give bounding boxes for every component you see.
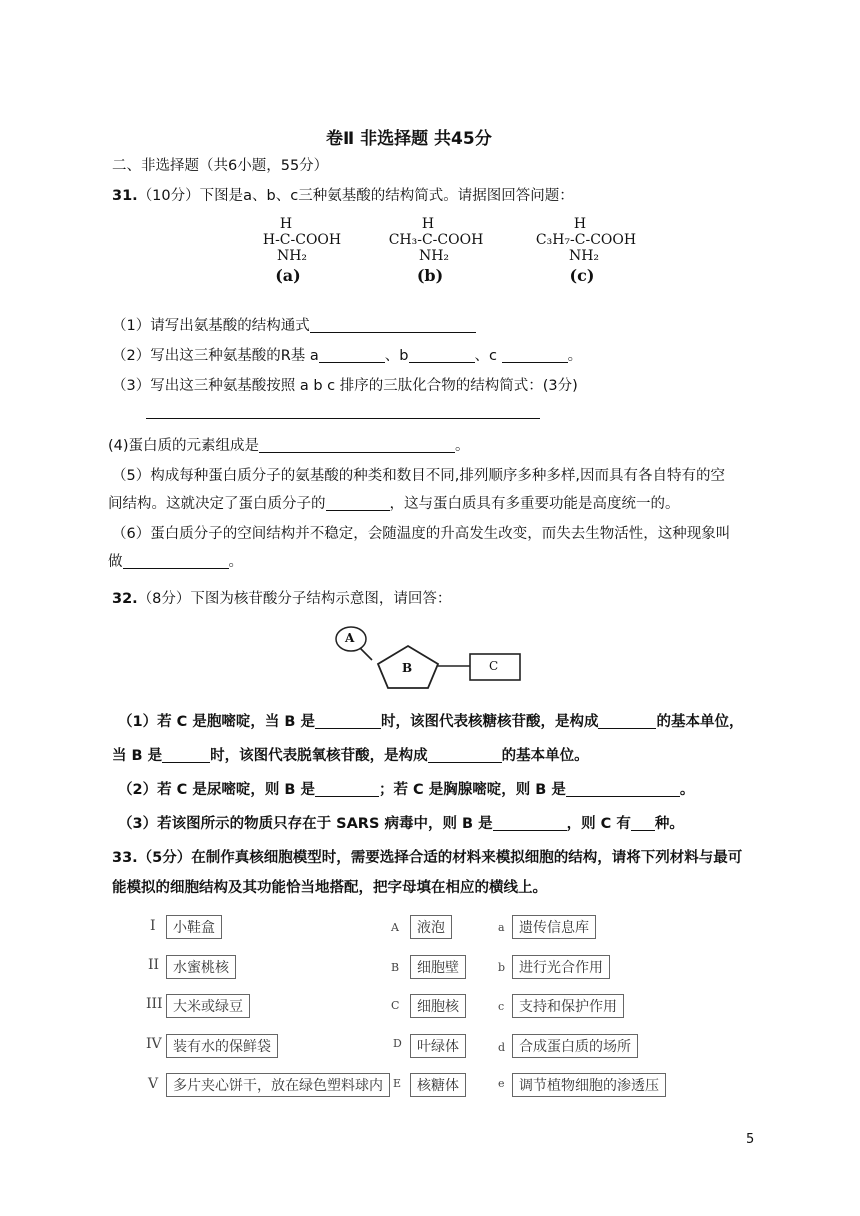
q31-part6-text-b: 。 bbox=[228, 554, 243, 570]
q31-part4-blank[interactable] bbox=[259, 438, 455, 453]
structure-b-main: CH₃-C-COOH bbox=[388, 232, 484, 248]
material-box-5: 多片夹心饼干，放在绿色塑料球内 bbox=[166, 1073, 390, 1097]
q31-part2 bbox=[112, 346, 582, 366]
structure-b-bottom: NH₂ bbox=[418, 248, 450, 264]
structure-letter-c: C bbox=[391, 999, 400, 1012]
material-num-3: III bbox=[146, 996, 163, 1012]
q31-part5-text-a: 间结构。这就决定了蛋白质分子的 bbox=[108, 496, 326, 512]
structure-c-bottom: NH₂ bbox=[568, 248, 600, 264]
q31-title-text: （10分）下图是a、b、c三种氨基酸的结构简式。请据图回答问题： bbox=[137, 188, 574, 204]
structure-letter-b: B bbox=[391, 961, 400, 974]
page-number: 5 bbox=[746, 1132, 755, 1147]
q31-number: 31. bbox=[112, 188, 138, 204]
function-letter-e: e bbox=[498, 1077, 505, 1090]
q31-part2-blank-a[interactable] bbox=[319, 348, 385, 363]
q31-part2-end: 。 bbox=[567, 348, 583, 364]
q32-part3-text-c: 种。 bbox=[654, 816, 684, 832]
q32-part1-text-c: 的基本单位， bbox=[656, 714, 744, 730]
q32-part1-blank-b[interactable] bbox=[598, 714, 656, 729]
structure-box-4: 叶绿体 bbox=[410, 1034, 466, 1058]
q31-part6-blank[interactable] bbox=[123, 554, 229, 569]
function-letter-b: b bbox=[498, 961, 506, 974]
structure-box-3: 细胞核 bbox=[410, 994, 466, 1018]
q32-part1-text-e: 时，该图代表脱氧核苷酸，是构成 bbox=[210, 748, 428, 764]
q31-part2-blank-b[interactable] bbox=[409, 348, 475, 363]
q32-part3-text-b: ，则 C 有 bbox=[566, 816, 631, 832]
q32-part1-line2 bbox=[112, 746, 589, 766]
material-box-1: 小鞋盒 bbox=[166, 915, 222, 939]
q32-part1-text-f: 的基本单位。 bbox=[501, 748, 589, 764]
q31-part6-text-a: 做 bbox=[108, 554, 123, 570]
structure-letter-a: A bbox=[391, 921, 399, 934]
q31-part5-line1: （5）构成每种蛋白质分子的氨基酸的种类和数目不同,排列顺序多种多样,因而具有各自特有的空 bbox=[112, 468, 725, 484]
q33-title-line1: 33.（5分）在制作真核细胞模型时，需要选择合适的材料来模拟细胞的结构，请将下列材料与最可 bbox=[112, 850, 743, 866]
q31-part1 bbox=[112, 316, 476, 336]
q31-part1-text: （1）请写出氨基酸的结构通式 bbox=[112, 318, 310, 334]
paper-title: 卷Ⅱ 非选择题 共45分 bbox=[326, 129, 492, 149]
structure-letter-d: D bbox=[393, 1037, 402, 1050]
q31-part3: （3）写出这三种氨基酸按照 a b c 排序的三肽化合物的结构简式：(3分) bbox=[112, 378, 578, 394]
q31-part2-text-a: （2）写出这三种氨基酸的R基 a bbox=[112, 348, 319, 364]
material-num-1: I bbox=[150, 918, 156, 934]
q32-part2-blank-a[interactable] bbox=[315, 782, 379, 797]
q31-part3-blank[interactable] bbox=[146, 418, 540, 419]
diagram-label-a: A bbox=[345, 631, 355, 645]
q32-number: 32. bbox=[112, 591, 138, 607]
material-box-2: 水蜜桃核 bbox=[166, 955, 236, 979]
q32-part1-blank-c[interactable] bbox=[162, 748, 210, 763]
section-heading: 二、非选择题（共6小题，55分） bbox=[112, 158, 329, 174]
q32-part3-blank-a[interactable] bbox=[493, 816, 567, 831]
structure-c bbox=[534, 216, 638, 285]
q32-part3-text-a: （3）若该图所示的物质只存在于 SARS 病毒中，则 B 是 bbox=[118, 816, 493, 832]
function-box-5: 调节植物细胞的渗透压 bbox=[512, 1073, 666, 1097]
material-num-4: IV bbox=[146, 1036, 162, 1052]
structure-a bbox=[262, 216, 342, 285]
q31-part4-text: (4)蛋白质的元素组成是 bbox=[108, 438, 260, 454]
structure-b-label: (b) bbox=[416, 266, 444, 285]
phosphate-bond bbox=[360, 648, 372, 660]
material-num-2: II bbox=[148, 957, 160, 973]
q32-part2-text-a: （2）若 C 是尿嘧啶，则 B 是 bbox=[118, 782, 315, 798]
structure-box-2: 细胞壁 bbox=[410, 955, 466, 979]
q31-part5-text-b: ，这与蛋白质具有多重要功能是高度统一的。 bbox=[389, 496, 680, 512]
structure-b-top: H bbox=[421, 216, 435, 232]
q32-part2-text-c: 。 bbox=[679, 782, 695, 798]
q31-part5-blank[interactable] bbox=[326, 496, 390, 511]
q31-part2-blank-c[interactable] bbox=[502, 348, 568, 363]
q31-part1-blank[interactable] bbox=[310, 318, 476, 333]
q32-part3-blank-b[interactable] bbox=[631, 816, 655, 831]
q32-part2-blank-b[interactable] bbox=[566, 782, 680, 797]
q32-part1-text-a: （1）若 C 是胞嘧啶，当 B 是 bbox=[118, 714, 315, 730]
structure-box-1: 液泡 bbox=[410, 915, 452, 939]
q31-part4 bbox=[108, 436, 470, 456]
function-letter-a: a bbox=[498, 921, 505, 934]
function-box-2: 进行光合作用 bbox=[512, 955, 610, 979]
material-box-4: 装有水的保鲜袋 bbox=[166, 1034, 278, 1058]
q32-part2 bbox=[118, 780, 694, 800]
structure-box-5: 核糖体 bbox=[410, 1073, 466, 1097]
structure-b bbox=[386, 216, 486, 285]
structure-c-main: C₃H₇-C-COOH bbox=[535, 232, 637, 248]
function-box-1: 遗传信息库 bbox=[512, 915, 596, 939]
material-box-3: 大米或绿豆 bbox=[166, 994, 250, 1018]
q32-part3 bbox=[118, 814, 684, 834]
material-num-5: V bbox=[148, 1076, 159, 1092]
structure-a-top: H bbox=[279, 216, 293, 232]
q31-part6-line1: （6）蛋白质分子的空间结构并不稳定，会随温度的升高发生改变，而失去生物活性，这种现象叫 bbox=[112, 526, 731, 542]
structure-c-label: (c) bbox=[569, 266, 595, 285]
q32-part1-text-b: 时，该图代表核糖核苷酸，是构成 bbox=[380, 714, 599, 730]
q32-part1-blank-a[interactable] bbox=[315, 714, 381, 729]
q32-part2-text-b: ；若 C 是胸腺嘧啶，则 B 是 bbox=[378, 782, 566, 798]
structure-a-main: H-C-COOH bbox=[262, 232, 342, 248]
structure-a-bottom: NH₂ bbox=[276, 248, 308, 264]
q31-part2-text-b: 、b bbox=[384, 348, 409, 364]
q32-title-text: （8分）下图为核苷酸分子结构示意图，请回答： bbox=[137, 591, 452, 607]
q31-title bbox=[112, 186, 574, 206]
q32-part1-line1 bbox=[118, 712, 743, 732]
structure-letter-e: E bbox=[393, 1077, 402, 1090]
nucleotide-diagram bbox=[330, 622, 524, 692]
function-letter-d: d bbox=[498, 1041, 506, 1054]
q31-part4-end: 。 bbox=[455, 438, 470, 454]
structure-c-top: H bbox=[573, 216, 587, 232]
nucleotide-diagram-svg bbox=[330, 622, 524, 692]
diagram-label-c: C bbox=[489, 659, 499, 673]
function-box-3: 支持和保护作用 bbox=[512, 994, 624, 1018]
q31-part6-line2 bbox=[108, 552, 243, 572]
q33-title-line2: 能模拟的细胞结构及其功能恰当地搭配，把字母填在相应的横线上。 bbox=[112, 880, 547, 896]
structure-a-label: (a) bbox=[275, 266, 301, 285]
function-box-4: 合成蛋白质的场所 bbox=[512, 1034, 638, 1058]
q31-part5-line2 bbox=[108, 494, 680, 514]
q32-part1-text-d: 当 B 是 bbox=[112, 748, 163, 764]
q32-part1-blank-d[interactable] bbox=[428, 748, 502, 763]
diagram-label-b: B bbox=[402, 661, 413, 675]
q32-title bbox=[112, 589, 451, 609]
function-letter-c: c bbox=[498, 1000, 505, 1013]
q31-part2-text-c: 、c bbox=[474, 348, 497, 364]
